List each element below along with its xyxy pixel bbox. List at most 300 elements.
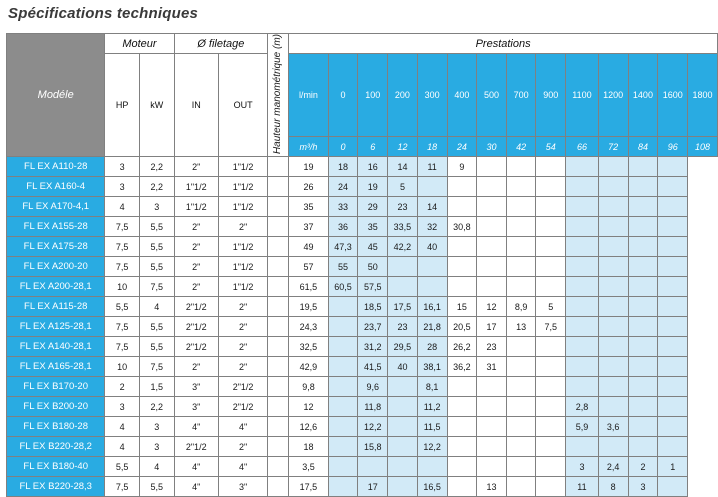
header-lmin-3: 300 <box>417 54 447 137</box>
perf-cell <box>328 417 358 437</box>
perf-cell: 32 <box>417 217 447 237</box>
perf-cell: 47,3 <box>328 237 358 257</box>
perf-cell <box>328 297 358 317</box>
perf-cell <box>566 377 599 397</box>
perf-cell <box>628 217 658 237</box>
model-cell: FL EX A140-28,1 <box>7 337 105 357</box>
model-cell: FL EX B170-20 <box>7 377 105 397</box>
row-spacer <box>268 277 289 297</box>
perf-cell <box>477 157 507 177</box>
row-spacer <box>268 477 289 497</box>
out-cell: 1"1/2 <box>218 257 267 277</box>
perf-cell <box>658 177 688 197</box>
in-cell: 2" <box>174 217 218 237</box>
perf-cell <box>658 377 688 397</box>
header-m3h-5: 30 <box>477 137 507 157</box>
table-row <box>7 477 718 497</box>
model-cell: FL EX A200-20 <box>7 257 105 277</box>
table-row <box>7 297 718 317</box>
perf-cell <box>536 217 566 237</box>
table-row <box>7 397 718 417</box>
hp-cell: 4 <box>105 437 140 457</box>
perf-cell: 57 <box>289 257 328 277</box>
perf-cell <box>477 417 507 437</box>
perf-cell <box>477 437 507 457</box>
perf-cell <box>328 397 358 417</box>
perf-cell <box>447 417 477 437</box>
perf-cell <box>658 237 688 257</box>
header-kw: kW <box>139 54 174 157</box>
in-cell: 4" <box>174 417 218 437</box>
table-row <box>7 277 718 297</box>
header-m3h-7: 54 <box>536 137 566 157</box>
perf-cell: 14 <box>417 197 447 217</box>
header-m3h-0: 0 <box>328 137 358 157</box>
perf-cell <box>598 437 628 457</box>
row-spacer <box>268 257 289 277</box>
perf-cell <box>506 377 536 397</box>
perf-cell: 11 <box>566 477 599 497</box>
perf-cell: 21,8 <box>417 317 447 337</box>
model-cell: FL EX B200-20 <box>7 397 105 417</box>
perf-cell <box>506 157 536 177</box>
row-spacer <box>268 197 289 217</box>
kw-cell: 5,5 <box>139 317 174 337</box>
perf-cell <box>506 357 536 377</box>
perf-cell <box>536 377 566 397</box>
perf-cell: 41,5 <box>358 357 388 377</box>
perf-cell <box>477 237 507 257</box>
perf-cell <box>447 177 477 197</box>
perf-cell: 55 <box>328 257 358 277</box>
table-row <box>7 357 718 377</box>
row-spacer <box>268 217 289 237</box>
header-lmin-label: l/min <box>289 54 328 137</box>
perf-cell <box>598 157 628 177</box>
perf-cell: 8,9 <box>506 297 536 317</box>
perf-cell: 35 <box>358 217 388 237</box>
perf-cell: 3 <box>628 477 658 497</box>
header-m3h-1: 6 <box>358 137 388 157</box>
perf-cell <box>477 397 507 417</box>
perf-cell <box>506 417 536 437</box>
header-performance: Prestations <box>289 34 718 54</box>
row-spacer <box>268 317 289 337</box>
perf-cell <box>447 237 477 257</box>
perf-cell: 33 <box>328 197 358 217</box>
perf-cell: 15,8 <box>358 437 388 457</box>
header-lmin-10: 1400 <box>628 54 658 137</box>
perf-cell <box>628 157 658 177</box>
header-lmin-6: 700 <box>506 54 536 137</box>
header-motor: Moteur <box>105 34 174 54</box>
perf-cell <box>598 197 628 217</box>
perf-cell: 42,2 <box>388 237 418 257</box>
perf-cell <box>628 257 658 277</box>
perf-cell <box>506 277 536 297</box>
in-cell: 2" <box>174 157 218 177</box>
perf-cell <box>506 397 536 417</box>
perf-cell: 12,6 <box>289 417 328 437</box>
perf-cell: 11,2 <box>417 397 447 417</box>
header-lmin-11: 1600 <box>658 54 688 137</box>
perf-cell <box>447 477 477 497</box>
out-cell: 1"1/2 <box>218 277 267 297</box>
perf-cell <box>506 197 536 217</box>
perf-cell <box>358 457 388 477</box>
row-spacer <box>268 357 289 377</box>
out-cell: 3" <box>218 477 267 497</box>
perf-cell <box>536 177 566 197</box>
table-header <box>7 34 718 157</box>
perf-cell <box>388 437 418 457</box>
perf-cell: 5 <box>388 177 418 197</box>
table-row <box>7 317 718 337</box>
perf-cell: 11,8 <box>358 397 388 417</box>
perf-cell <box>536 357 566 377</box>
perf-cell: 11,5 <box>417 417 447 437</box>
perf-cell: 18,5 <box>358 297 388 317</box>
perf-cell <box>328 477 358 497</box>
kw-cell: 3 <box>139 417 174 437</box>
perf-cell <box>328 377 358 397</box>
perf-cell: 3,6 <box>598 417 628 437</box>
in-cell: 3" <box>174 397 218 417</box>
perf-cell <box>328 337 358 357</box>
perf-cell <box>536 337 566 357</box>
perf-cell <box>566 337 599 357</box>
perf-cell <box>566 237 599 257</box>
perf-cell <box>536 457 566 477</box>
model-cell: FL EX A115-28 <box>7 297 105 317</box>
perf-cell <box>566 197 599 217</box>
out-cell: 4" <box>218 417 267 437</box>
header-lmin-5: 500 <box>477 54 507 137</box>
perf-cell <box>598 377 628 397</box>
perf-cell: 36,2 <box>447 357 477 377</box>
perf-cell: 31,2 <box>358 337 388 357</box>
model-cell: FL EX A165-28,1 <box>7 357 105 377</box>
perf-cell <box>388 457 418 477</box>
perf-cell <box>658 337 688 357</box>
header-m3h-9: 72 <box>598 137 628 157</box>
perf-cell <box>658 357 688 377</box>
perf-cell <box>628 397 658 417</box>
hp-cell: 2 <box>105 377 140 397</box>
header-m3h-label: m³/h <box>289 137 328 157</box>
header-row-units-1 <box>7 54 718 137</box>
header-m3h-4: 24 <box>447 137 477 157</box>
perf-cell <box>658 257 688 277</box>
perf-cell <box>598 397 628 417</box>
in-cell: 3" <box>174 377 218 397</box>
hp-cell: 10 <box>105 357 140 377</box>
header-m3h-10: 84 <box>628 137 658 157</box>
out-cell: 2" <box>218 337 267 357</box>
kw-cell: 5,5 <box>139 257 174 277</box>
kw-cell: 2,2 <box>139 157 174 177</box>
perf-cell <box>628 317 658 337</box>
perf-cell <box>628 417 658 437</box>
perf-cell: 8 <box>598 477 628 497</box>
header-m3h-3: 18 <box>417 137 447 157</box>
table-row <box>7 457 718 477</box>
hp-cell: 4 <box>105 197 140 217</box>
perf-cell <box>447 437 477 457</box>
perf-cell <box>328 457 358 477</box>
perf-cell <box>658 477 688 497</box>
kw-cell: 7,5 <box>139 357 174 377</box>
perf-cell: 23,7 <box>358 317 388 337</box>
perf-cell <box>566 317 599 337</box>
perf-cell <box>417 277 447 297</box>
in-cell: 2" <box>174 237 218 257</box>
perf-cell <box>417 457 447 477</box>
in-cell: 2"1/2 <box>174 337 218 357</box>
perf-cell: 16 <box>358 157 388 177</box>
perf-cell <box>598 217 628 237</box>
perf-cell: 35 <box>289 197 328 217</box>
perf-cell <box>388 377 418 397</box>
perf-cell <box>447 197 477 217</box>
header-lmin-12: 1800 <box>688 54 718 137</box>
perf-cell <box>506 437 536 457</box>
perf-cell <box>388 477 418 497</box>
hp-cell: 3 <box>105 397 140 417</box>
perf-cell <box>658 197 688 217</box>
header-lmin-7: 900 <box>536 54 566 137</box>
row-spacer <box>268 297 289 317</box>
header-out: OUT <box>218 54 267 157</box>
kw-cell: 5,5 <box>139 217 174 237</box>
row-spacer <box>268 457 289 477</box>
perf-cell: 23 <box>388 197 418 217</box>
hp-cell: 5,5 <box>105 457 140 477</box>
header-m3h-8: 66 <box>566 137 599 157</box>
perf-cell <box>328 317 358 337</box>
perf-cell: 45 <box>358 237 388 257</box>
perf-cell <box>506 477 536 497</box>
perf-cell <box>388 277 418 297</box>
model-cell: FL EX A200-28,1 <box>7 277 105 297</box>
hp-cell: 4 <box>105 417 140 437</box>
perf-cell: 12,2 <box>358 417 388 437</box>
perf-cell: 8,1 <box>417 377 447 397</box>
perf-cell <box>328 437 358 457</box>
perf-cell <box>658 417 688 437</box>
kw-cell: 1,5 <box>139 377 174 397</box>
perf-cell: 29,5 <box>388 337 418 357</box>
out-cell: 1"1/2 <box>218 237 267 257</box>
perf-cell <box>566 177 599 197</box>
row-spacer <box>268 177 289 197</box>
row-spacer <box>268 377 289 397</box>
in-cell: 2"1/2 <box>174 437 218 457</box>
perf-cell: 2 <box>628 457 658 477</box>
perf-cell <box>477 257 507 277</box>
perf-cell: 26,2 <box>447 337 477 357</box>
perf-cell <box>598 317 628 337</box>
perf-cell: 19 <box>358 177 388 197</box>
header-lmin-4: 400 <box>447 54 477 137</box>
kw-cell: 3 <box>139 197 174 217</box>
in-cell: 4" <box>174 477 218 497</box>
perf-cell: 24 <box>328 177 358 197</box>
hp-cell: 5,5 <box>105 297 140 317</box>
perf-cell: 5,9 <box>566 417 599 437</box>
perf-cell: 12,2 <box>417 437 447 457</box>
perf-cell <box>506 237 536 257</box>
perf-cell <box>536 237 566 257</box>
perf-cell: 49 <box>289 237 328 257</box>
perf-cell: 7,5 <box>536 317 566 337</box>
perf-cell <box>598 357 628 377</box>
perf-cell <box>598 297 628 317</box>
kw-cell: 2,2 <box>139 177 174 197</box>
perf-cell <box>566 357 599 377</box>
perf-cell: 12 <box>477 297 507 317</box>
hp-cell: 3 <box>105 177 140 197</box>
kw-cell: 4 <box>139 457 174 477</box>
perf-cell: 3,5 <box>289 457 328 477</box>
perf-cell <box>658 437 688 457</box>
hp-cell: 7,5 <box>105 217 140 237</box>
perf-cell: 11 <box>417 157 447 177</box>
out-cell: 4" <box>218 457 267 477</box>
kw-cell: 4 <box>139 297 174 317</box>
table-body <box>7 157 718 497</box>
page-title: Spécifications techniques <box>8 5 199 22</box>
perf-cell <box>628 277 658 297</box>
header-lmin-8: 1100 <box>566 54 599 137</box>
header-hp: HP <box>105 54 140 157</box>
perf-cell <box>598 277 628 297</box>
header-lmin-2: 200 <box>388 54 418 137</box>
model-cell: FL EX B180-40 <box>7 457 105 477</box>
perf-cell <box>447 257 477 277</box>
perf-cell: 23 <box>477 337 507 357</box>
perf-cell <box>658 157 688 177</box>
perf-cell: 33,5 <box>388 217 418 237</box>
model-cell: FL EX A175-28 <box>7 237 105 257</box>
perf-cell: 9,8 <box>289 377 328 397</box>
perf-cell <box>566 277 599 297</box>
perf-cell <box>566 297 599 317</box>
header-vertical-axis: Hauteur manométrique (m) <box>268 34 289 157</box>
perf-cell <box>477 277 507 297</box>
perf-cell: 17 <box>477 317 507 337</box>
in-cell: 1"1/2 <box>174 197 218 217</box>
perf-cell: 29 <box>358 197 388 217</box>
in-cell: 2" <box>174 357 218 377</box>
perf-cell: 23 <box>388 317 418 337</box>
in-cell: 2" <box>174 277 218 297</box>
perf-cell <box>566 257 599 277</box>
perf-cell <box>628 377 658 397</box>
perf-cell <box>536 417 566 437</box>
perf-cell <box>477 377 507 397</box>
perf-cell: 12 <box>289 397 328 417</box>
out-cell: 2" <box>218 357 267 377</box>
perf-cell: 16,5 <box>417 477 447 497</box>
hp-cell: 7,5 <box>105 237 140 257</box>
perf-cell: 50 <box>358 257 388 277</box>
perf-cell <box>536 197 566 217</box>
header-m3h-11: 96 <box>658 137 688 157</box>
hp-cell: 7,5 <box>105 317 140 337</box>
table-row <box>7 197 718 217</box>
perf-cell <box>506 257 536 277</box>
perf-cell <box>536 437 566 457</box>
perf-cell: 36 <box>328 217 358 237</box>
in-cell: 2" <box>174 257 218 277</box>
hp-cell: 7,5 <box>105 477 140 497</box>
perf-cell: 9 <box>447 157 477 177</box>
table-row <box>7 257 718 277</box>
perf-cell <box>566 217 599 237</box>
model-cell: FL EX B180-28 <box>7 417 105 437</box>
perf-cell: 14 <box>388 157 418 177</box>
perf-cell <box>388 417 418 437</box>
table-row <box>7 217 718 237</box>
perf-cell: 60,5 <box>328 277 358 297</box>
model-cell: FL EX A110-28 <box>7 157 105 177</box>
out-cell: 1"1/2 <box>218 177 267 197</box>
perf-cell <box>536 277 566 297</box>
perf-cell <box>506 177 536 197</box>
kw-cell: 5,5 <box>139 337 174 357</box>
in-cell: 2"1/2 <box>174 317 218 337</box>
perf-cell: 17 <box>358 477 388 497</box>
row-spacer <box>268 237 289 257</box>
hp-cell: 7,5 <box>105 257 140 277</box>
perf-cell <box>598 337 628 357</box>
perf-cell: 1 <box>658 457 688 477</box>
perf-cell: 9,6 <box>358 377 388 397</box>
model-cell: FL EX A170-4,1 <box>7 197 105 217</box>
perf-cell <box>417 257 447 277</box>
hp-cell: 3 <box>105 157 140 177</box>
perf-cell <box>506 217 536 237</box>
row-spacer <box>268 337 289 357</box>
perf-cell <box>477 457 507 477</box>
header-lmin-9: 1200 <box>598 54 628 137</box>
header-m3h-6: 42 <box>506 137 536 157</box>
perf-cell: 38,1 <box>417 357 447 377</box>
kw-cell: 7,5 <box>139 277 174 297</box>
perf-cell: 31 <box>477 357 507 377</box>
perf-cell <box>658 397 688 417</box>
perf-cell <box>536 257 566 277</box>
perf-cell: 2,4 <box>598 457 628 477</box>
perf-cell <box>658 297 688 317</box>
perf-cell <box>628 357 658 377</box>
perf-cell: 3 <box>566 457 599 477</box>
perf-cell <box>628 437 658 457</box>
perf-cell <box>447 277 477 297</box>
out-cell: 2" <box>218 437 267 457</box>
table-row <box>7 337 718 357</box>
perf-cell <box>536 477 566 497</box>
perf-cell <box>598 237 628 257</box>
model-cell: FL EX A125-28,1 <box>7 317 105 337</box>
perf-cell <box>388 397 418 417</box>
perf-cell <box>536 157 566 177</box>
row-spacer <box>268 437 289 457</box>
perf-cell: 19 <box>289 157 328 177</box>
model-cell: FL EX A155-28 <box>7 217 105 237</box>
header-in: IN <box>174 54 218 157</box>
